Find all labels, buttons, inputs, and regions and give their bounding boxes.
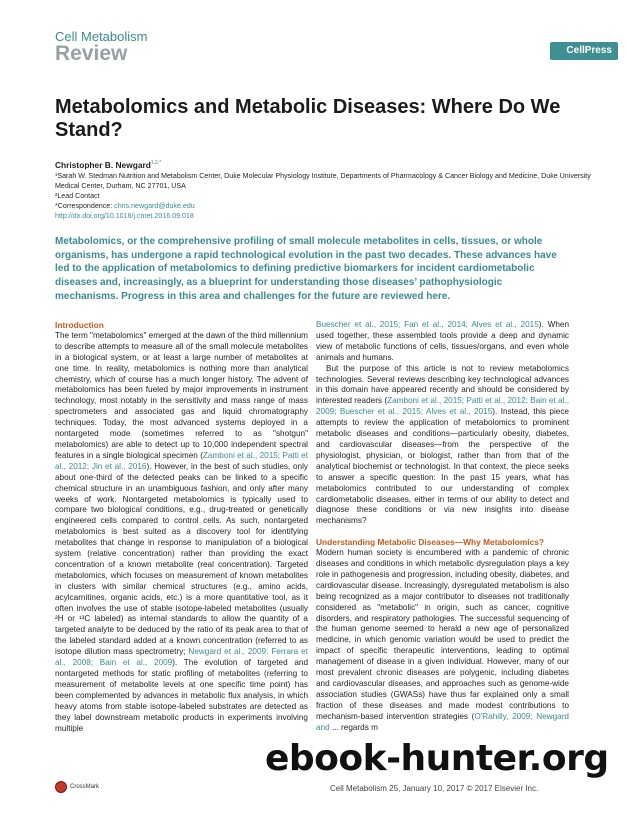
introduction-paragraph — [55, 331, 308, 735]
article-title: Metabolomics and Metabolic Diseases: Where Do We Stand? — [55, 96, 561, 141]
section-label: Review — [55, 42, 128, 65]
text-run: ). The evolution of targeted and nontargeted methods for static profiling of metabolites (referring to measurement of metabolite levels at one specific time point) has been complemented by advances in metabolic flux analysis, in which heavy atoms from stable isotope-labeled substrates are detected as they label downstream metabolic products in experiments involving multiple — [55, 658, 308, 733]
introduction-heading: Introduction — [55, 320, 104, 330]
crossmark-label: CrossMark — [70, 784, 100, 790]
journal-name: Cell Metabolism — [55, 29, 148, 44]
section-paragraph — [316, 548, 569, 733]
email-link[interactable]: chris.newgard@duke.edu — [114, 201, 195, 210]
author-block — [55, 158, 595, 221]
section-heading: Understanding Metabolic Diseases—Why Metabolomics? — [316, 537, 545, 548]
lead-contact: ²Lead Contact — [55, 191, 100, 200]
footer-citation: Cell Metabolism 25, January 10, 2017 © 2017 Elsevier Inc. — [330, 784, 539, 793]
text-run: ... regards m — [329, 722, 378, 732]
correspondence-label: *Correspondence: — [55, 201, 115, 210]
text-run: The term "metabolomics" emerged at the dawn of the third millennium to describe attempts to measure all of the small molecule metabolites in a biological system, or at least a large number of metabolites at one time. In reality, metabolomics is nothing more than analytical chemistry, which of course has a much longer history. The advent of metabolomics has been fueled by major improvements in instrument technology, most notably in the sensitivity and mass range of mass spectrometers and associated gas and liquid chromatography techniques. Today, the most advanced systems deployed in a nontargeted mode (sometimes referred to as "shotgun" metabolomics) are able to detect up to 10,000 independent spectral features in a single biological specimen ( — [55, 330, 308, 460]
text-run: But the purpose of this article is not to review metabolomics technologies. Several reviews describing key technological advances in this domain have appeared recently and should be considered by interested readers ( — [316, 363, 569, 406]
citation-link[interactable]: Newgard et al., 2009; Ferrara et al., 2008; Bain et al., 2009 — [55, 647, 308, 668]
watermark: ebook-hunter.org — [265, 738, 609, 779]
author-superscripts: 1,2,* — [150, 160, 162, 166]
affiliation: ¹Sarah W. Stedman Nutrition and Metabolism Center, Duke Molecular Physiology Institute, Departments of Pharmacology & Cancer Biology and Medicine, Duke University Medical Center, Durham, NC 27701, USA — [55, 171, 591, 190]
purpose-paragraph — [316, 364, 569, 528]
doi-link[interactable]: http://dx.doi.org/10.1016/j.cmet.2016.09.018 — [55, 211, 194, 220]
left-column — [55, 320, 308, 734]
author-name: Christopher B. Newgard — [55, 159, 151, 170]
right-column — [316, 320, 569, 734]
text-run: Modern human society is encumbered with a pandemic of chronic diseases and conditions in which metabolic dysregulation plays a key role in pathogenesis and progression, including obesity, diabetes, and cardiovascular disease. Increasingly, dysregulated metabolism is also being recognized as a major contributor to diseases not traditionally considered as "metabolic" in origin, such as cancer, cognitive disorders, and respiratory pathologies. The successful sequencing of the human genome seemed to herald a new age of personalized medicine, in which genomic variation would be used to predict the impact of specific therapeutic interventions, leading to optimal management of disease in a given individual. However, many of our most prevalent chronic diseases are polygenic, including diabetes and cardiovascular diseases, and approaches such as genome-wide association studies (GWASs) have thus far explained only a small fraction of these diseases and made modest contributions to mechanism-based intervention strategies ( — [316, 548, 569, 721]
citation-link[interactable]: Zamboni et al., 2015; Patti et al., 2012; Bain et al., 2009; Buescher et al., 2015; Alves et al., 2015 — [316, 396, 569, 417]
crossmark-icon — [55, 781, 67, 793]
citation-link[interactable]: Zamboni et al., 2015; Patti et al., 2012; Jin et al., 2016 — [55, 450, 308, 471]
citation-link[interactable]: Buescher et al., 2015; Fan et al., 2014; Alves et al., 2015 — [316, 320, 539, 329]
continued-paragraph — [316, 320, 569, 364]
abstract: Metabolomics, or the comprehensive profiling of small molecule metabolites in cells, tissues, or whole organisms, has undergone a rapid technological evolution in the past two decades. These advances have led to the application of metabolomics to defining predictive biomarkers for incident cardiometabolic diseases and, increasingly, as a blueprint for understanding those diseases’ pathophysiologic mechanisms. Progress in this area and challenges for the future are reviewed here. — [55, 236, 557, 302]
correspondence — [55, 201, 595, 211]
text-run: ). Instead, this piece attempts to review the application of metabolomics to prominent metabolic diseases and conditions—particularly obesity, diabetes, and cardiovascular diseases—from the perspective of the physiologist, physician, or biologist, rather than from that of the analytical biochemist or technologist. In that context, the piece seeks to answer a specific question: In the past 15 years, what has metabolomics contributed to our understanding of complex cardiometabolic diseases, either in terms of our ability to detect and diagnose these conditions or via new insights into disease mechanisms? — [316, 407, 569, 526]
text-run: ). However, in the best of such studies, only about one-third of the detected peaks can be linked to a specific chemical structure in an unambiguous fashion, and only after many weeks of work. Nontargeted metabolomics is typically used to compare two biological conditions, e.g., drug-treated or genetically engineered cells compared to control cells. As such, nontargeted metabolomics is best suited as a discovery tool for identifying metabolites that change in response to manipulation of a biological system (relative concentration) rather than providing the exact concentration of a known metabolite (real concentration). Targeted metabolomics, which focuses on measurement of known metabolites in clusters with similar chemical structures (e.g., amino acids, acylcarnitines, organic acids, etc.) is a more quantitative tool, as it often involves the use of stable isotope-labeled metabolites (usually ²H or ¹³C labeled) as internal standards to allow the quantity of a targeted analyte to be deduced by the ratio of its peak area to that of the labeled standard added at a known concentration (referred to as isotope dilution mass spectrometry; — [55, 461, 308, 657]
crossmark-logo[interactable] — [55, 781, 99, 793]
publisher-logo: CellPress — [550, 42, 618, 60]
author-line — [55, 158, 595, 170]
citation-link[interactable]: O'Rahilly, 2009; Newgard and — [316, 711, 569, 732]
text-run: ). When used together, these assembled tools provide a deep and dynamic view of metabolic functions of cells, tissues/organs, and even whole animals and humans. — [316, 320, 569, 362]
